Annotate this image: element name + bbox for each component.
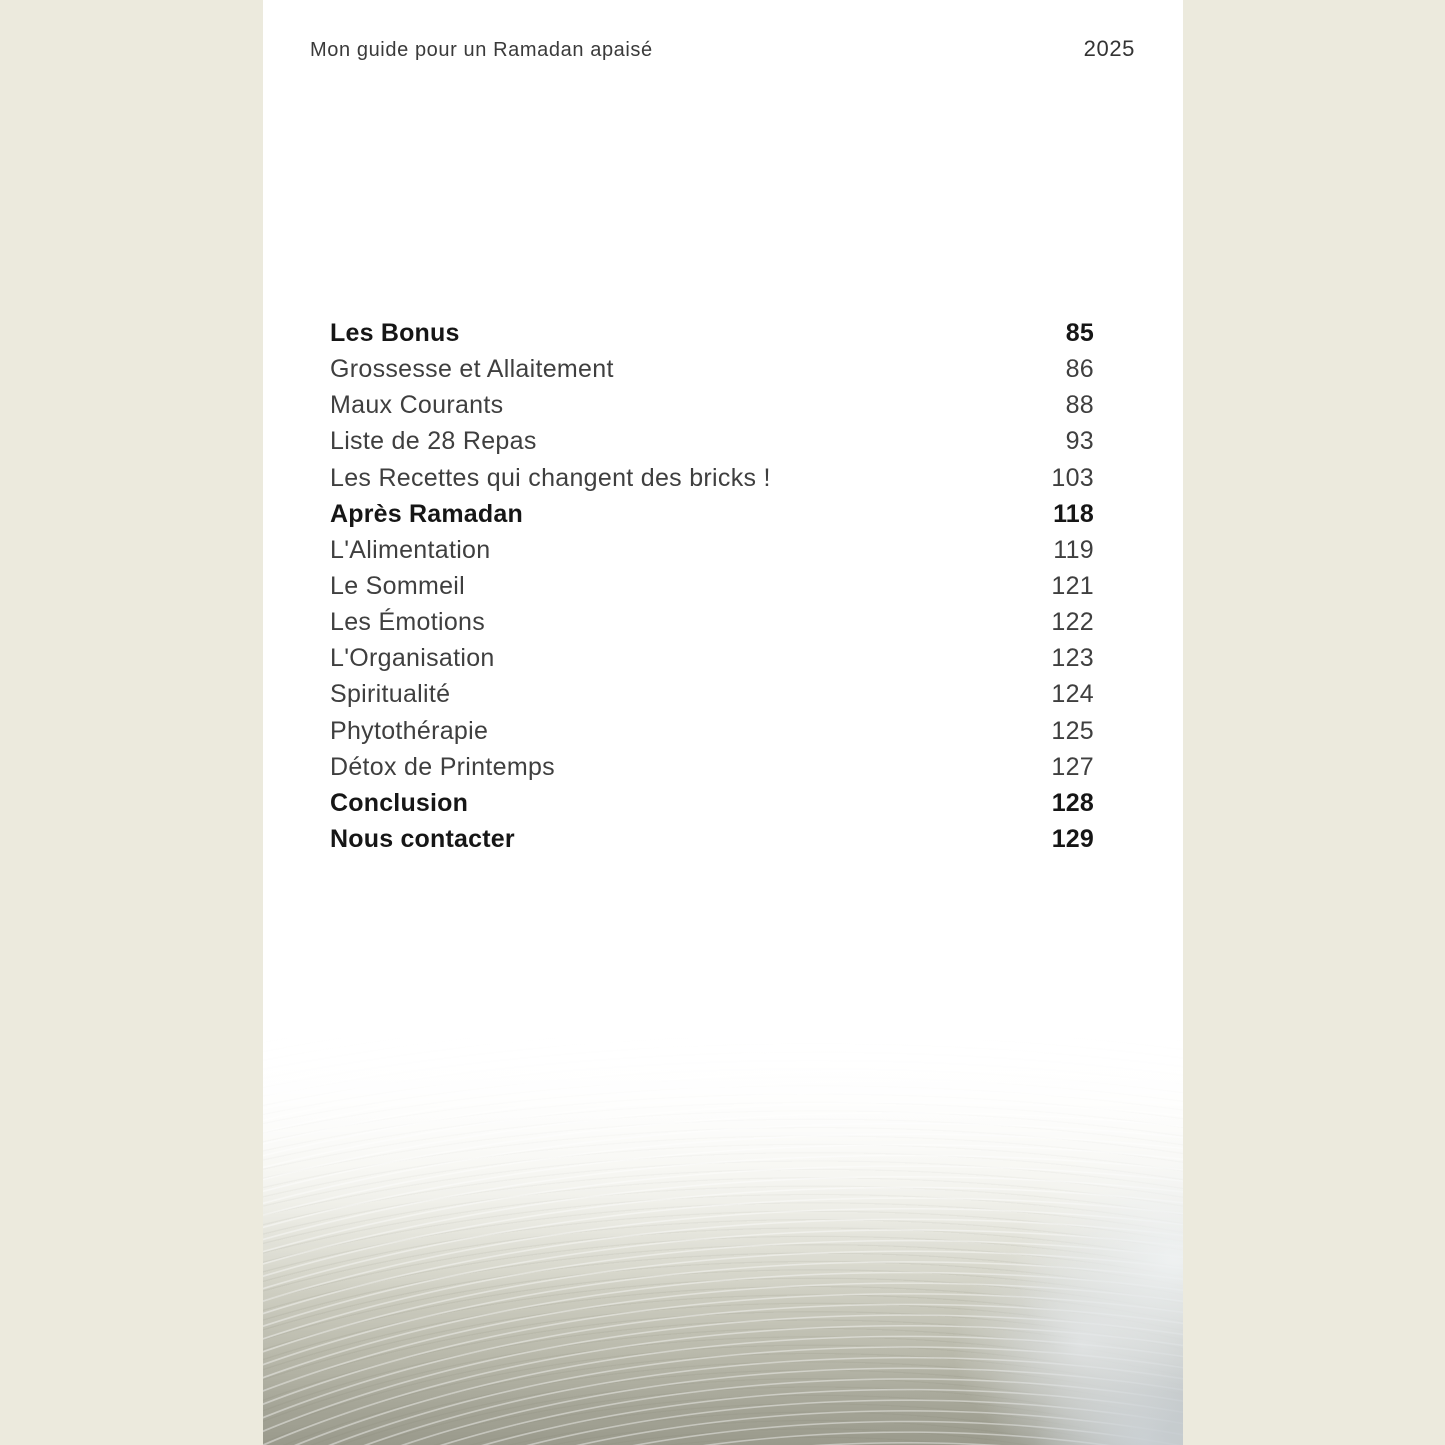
toc-row [330, 572, 1094, 608]
toc-row [330, 608, 1094, 644]
toc-entry-label: Détox de Printemps [330, 752, 555, 781]
toc-entry-label: Conclusion [330, 788, 469, 817]
toc-row [330, 427, 1094, 463]
toc-entry-page-number: 93 [1065, 427, 1094, 456]
toc-row [330, 825, 1094, 861]
toc-entry-label: L'Alimentation [330, 535, 491, 564]
toc-row [330, 644, 1094, 680]
toc-entry-label: Les Bonus [330, 319, 460, 347]
toc-entry-page-number: 85 [1065, 319, 1094, 347]
toc-entry-page-number: 121 [1051, 571, 1094, 600]
toc-row [330, 680, 1094, 716]
toc-entry-page-number: 119 [1053, 535, 1094, 564]
document-page [263, 0, 1183, 1445]
toc-entry-page-number: 123 [1051, 644, 1094, 673]
toc-entry-label: Nous contacter [330, 824, 515, 853]
toc-row [330, 789, 1094, 825]
document-title: Mon guide pour un Ramadan apaisé [310, 39, 653, 61]
toc-entry-label: L'Organisation [330, 644, 495, 673]
toc-entry-label: Spiritualité [330, 680, 451, 709]
ocean-wave-image [263, 1025, 1183, 1445]
toc-row [330, 536, 1094, 572]
toc-row [330, 319, 1094, 355]
toc-entry-label: Le Sommeil [330, 571, 465, 600]
toc-row [330, 753, 1094, 789]
toc-entry-page-number: 88 [1065, 391, 1094, 420]
page-header [310, 36, 1135, 62]
toc-entry-label: Liste de 28 Repas [330, 427, 537, 456]
toc-entry-page-number: 118 [1053, 499, 1094, 528]
toc-entry-label: Phytothérapie [330, 716, 489, 745]
document-year: 2025 [1083, 36, 1135, 61]
toc-entry-page-number: 86 [1065, 355, 1094, 384]
toc-row [330, 391, 1094, 427]
toc-row [330, 500, 1094, 536]
toc-entry-label: Maux Courants [330, 391, 504, 420]
toc-entry-label: Les Recettes qui changent des bricks ! [330, 463, 771, 492]
toc-row [330, 464, 1094, 500]
toc-row [330, 355, 1094, 391]
toc-entry-page-number: 103 [1051, 463, 1094, 492]
toc-list [330, 319, 1094, 861]
toc-entry-page-number: 127 [1051, 752, 1094, 781]
toc-entry-label: Grossesse et Allaitement [330, 355, 614, 384]
toc-entry-page-number: 124 [1051, 680, 1094, 709]
toc-entry-page-number: 128 [1051, 788, 1094, 817]
toc-entry-label: Après Ramadan [330, 499, 523, 528]
toc-entry-page-number: 125 [1051, 716, 1094, 745]
toc-entry-page-number: 122 [1051, 608, 1094, 637]
toc-entry-page-number: 129 [1051, 824, 1094, 853]
toc-entry-label: Les Émotions [330, 608, 486, 637]
toc-row [330, 717, 1094, 753]
